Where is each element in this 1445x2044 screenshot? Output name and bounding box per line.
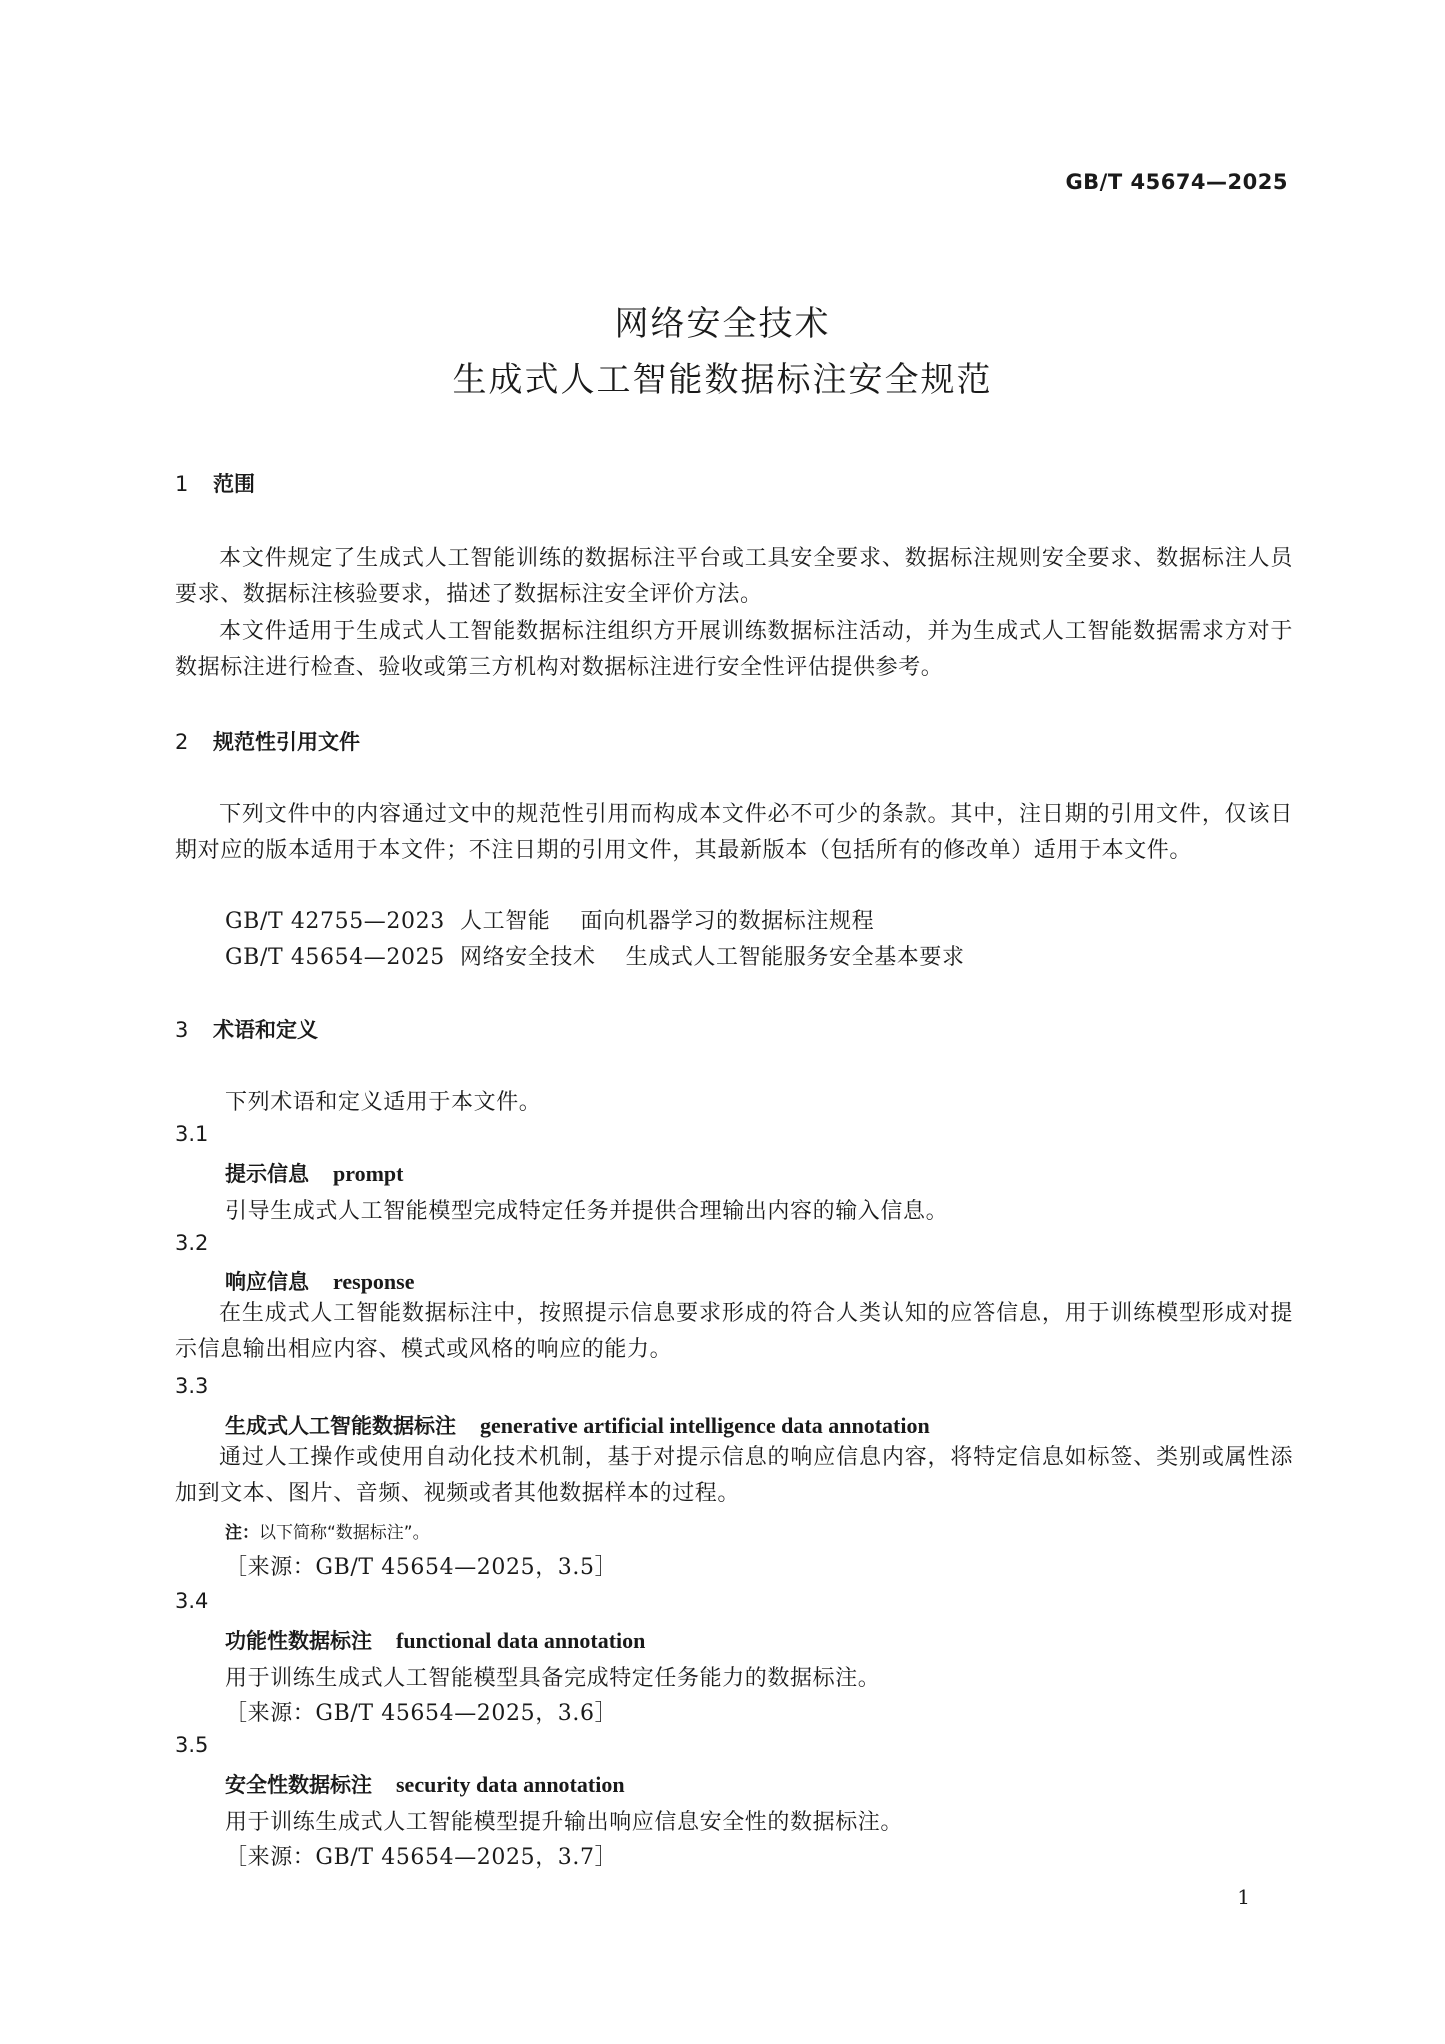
term-definition: 通过人工操作或使用自动化技术机制，基于对提示信息的响应信息内容，将特定信息如标签、类别或属性添加到文本、图片、音频、视频或者其他数据样本的过程。 <box>175 1445 1293 1506</box>
term-number: 3.1 <box>175 1122 209 1146</box>
title-line-1: 网络安全技术 <box>614 304 831 344</box>
term-number: 3.4 <box>175 1589 209 1613</box>
section-number: 1 <box>175 472 189 496</box>
term-zh: 功能性数据标注 <box>225 1629 372 1653</box>
reference-title-part2: 面向机器学习的数据标注规程 <box>580 909 875 934</box>
term-source: ［来源：GB/T 45654—2025，3.6］ <box>225 1701 618 1726</box>
reference-item <box>225 904 874 935</box>
term-en: response <box>333 1269 415 1294</box>
section-3-heading <box>175 1014 318 1044</box>
term-en: prompt <box>333 1161 404 1186</box>
section-number: 2 <box>175 730 189 754</box>
standard-number: GB/T 45674—2025 <box>1065 170 1288 194</box>
term-source: ［来源：GB/T 45654—2025，3.5］ <box>225 1555 618 1580</box>
title-line-2: 生成式人工智能数据标注安全规范 <box>452 360 993 400</box>
section-title: 术语和定义 <box>213 1018 318 1042</box>
term-number: 3.5 <box>175 1733 209 1757</box>
section-2-heading <box>175 726 360 756</box>
term-heading <box>225 1158 404 1188</box>
reference-code: GB/T 42755—2023 <box>225 909 445 934</box>
term-heading <box>225 1410 930 1440</box>
note-label: 注： <box>225 1523 259 1543</box>
reference-item <box>225 940 965 971</box>
term-definition: 用于训练生成式人工智能模型具备完成特定任务能力的数据标注。 <box>225 1666 881 1691</box>
page-number: 1 <box>1237 1885 1250 1909</box>
term-number: 3.2 <box>175 1231 209 1255</box>
term-en: functional data annotation <box>396 1628 646 1653</box>
term-definition: 引导生成式人工智能模型完成特定任务并提供合理输出内容的输入信息。 <box>225 1199 949 1224</box>
term-zh: 响应信息 <box>225 1270 309 1294</box>
note-text: 以下简称“数据标注”。 <box>259 1523 430 1543</box>
terms-intro: 下列术语和定义适用于本文件。 <box>225 1090 542 1115</box>
scope-paragraph-1: 本文件规定了生成式人工智能训练的数据标注平台或工具安全要求、数据标注规则安全要求、数据标注人员要求、数据标注核验要求，描述了数据标注安全评价方法。 <box>175 546 1293 607</box>
section-number: 3 <box>175 1018 189 1042</box>
term-zh: 安全性数据标注 <box>225 1773 372 1797</box>
normative-intro: 下列文件中的内容通过文中的规范性引用而构成本文件必不可少的条款。其中，注日期的引用文件，仅该日期对应的版本适用于本文件；不注日期的引用文件，其最新版本（包括所有的修改单）适用于本文件。 <box>175 802 1293 863</box>
scope-paragraph-2: 本文件适用于生成式人工智能数据标注组织方开展训练数据标注活动，并为生成式人工智能数据需求方对于数据标注进行检查、验收或第三方机构对数据标注进行安全性评估提供参考。 <box>175 619 1293 680</box>
reference-title-part1: 人工智能 <box>460 909 551 934</box>
term-heading <box>225 1625 645 1655</box>
term-note <box>225 1518 430 1543</box>
reference-code: GB/T 45654—2025 <box>225 945 445 970</box>
term-en: security data annotation <box>396 1772 625 1797</box>
term-en: generative artificial intelligence data annotation <box>480 1413 930 1438</box>
term-source: ［来源：GB/T 45654—2025，3.7］ <box>225 1845 618 1870</box>
term-zh: 生成式人工智能数据标注 <box>225 1414 456 1438</box>
term-number: 3.3 <box>175 1374 209 1398</box>
reference-title-part2: 生成式人工智能服务安全基本要求 <box>625 945 965 970</box>
section-title: 范围 <box>213 472 255 496</box>
reference-title-part1: 网络安全技术 <box>460 945 596 970</box>
term-definition: 在生成式人工智能数据标注中，按照提示信息要求形成的符合人类认知的应答信息，用于训练模型形成对提示信息输出相应内容、模式或风格的响应的能力。 <box>175 1301 1293 1362</box>
section-1-heading <box>175 468 255 498</box>
term-definition: 用于训练生成式人工智能模型提升输出响应信息安全性的数据标注。 <box>225 1810 904 1835</box>
section-title: 规范性引用文件 <box>213 730 360 754</box>
term-heading <box>225 1266 415 1296</box>
term-heading <box>225 1769 625 1799</box>
term-zh: 提示信息 <box>225 1162 309 1186</box>
